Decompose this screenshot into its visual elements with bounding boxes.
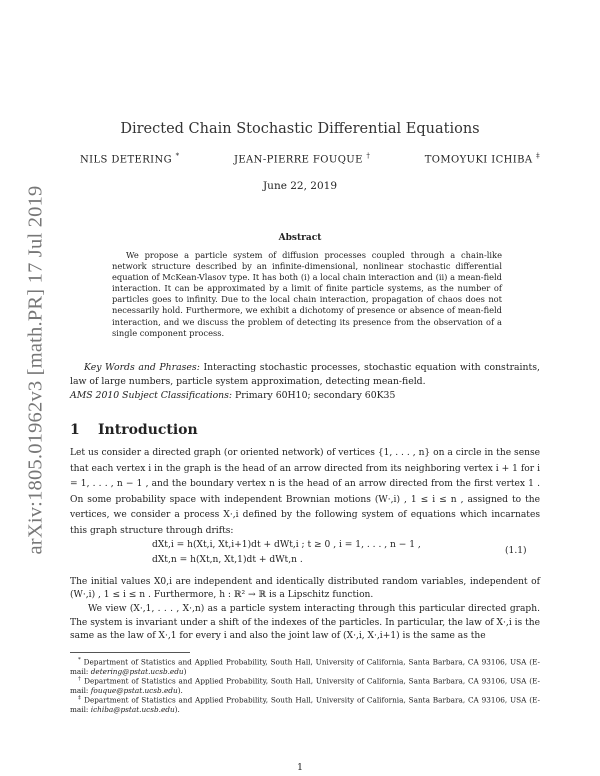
equation-block [152,538,421,568]
footnote-rule [70,652,190,653]
author-name: JEAN-PIERRE FOUQUE [233,154,363,166]
author-footnote-mark: ‡ [536,152,540,160]
author-footnote-mark: * [175,152,180,160]
page-number: 1 [296,762,304,773]
ams-classification [70,390,540,401]
author-name: NILS DETERING [80,154,173,166]
keywords [70,361,540,389]
section-number: 1 [70,422,80,438]
section-title: Introduction [98,422,198,438]
footnote-text: Department of Statistics and Applied Probability, South Hall, University of California, Santa Barbara, CA 93106, USA (E-mail: [70,676,541,696]
paper-date: June 22, 2019 [262,180,338,192]
abstract-text: We propose a particle system of diffusion processes coupled through a chain-like network structure described by an infinite-dimensional, nonlinear stochastic differential equation of McKean-Vlasov type. It has both (i) a local chain interaction and (ii) a mean-field interaction. It can be approximated by a limit of finite particle systems, as the number of particles goes to infinity. Due to the local chain interaction, propagation of chaos does not necessarily hold. Furthermore, we exhibit a dichotomy of presence or absence of mean-field interaction, and we discuss the problem of detecting its presence from the observation of a single component process. [112,250,502,338]
author [234,152,370,165]
body-paragraph: Let us consider a directed graph (or oriented network) of vertices {1, . . . , n} on a circle in the sense that each vertex i in the graph is the head of an arrow directed from its neighboring vertex i + 1 for i = 1, . . . , n − 1 , and the boundary vertex n is the head of an arrow directed from the first vertex 1 . On some probability space with independent Brownian motions (W·,i) , 1 ≤ i ≤ n , assigned to the vertices, we consider a process X·,i defined by the following system of equations which incarnates this graph structure through drifts: [70,448,540,536]
footnote-email: fouque@pstat.ucsb.edu [90,686,178,696]
footnote-text: Department of Statistics and Applied Probability, South Hall, University of California, Santa Barbara, CA 93106, USA (E-mail: [70,695,541,715]
body-paragraph: We view (X·,1, . . . , X·,n) as a particle system interacting through this particular directed graph. The system is invariant under a shift of the indexes of the particles. In particular, the law of X·,i is the same as the law of X·,1 for every i and also the joint law of (X·,i, X·,i+1) is the same as the [70,604,540,642]
footnote-close: ). [177,686,183,696]
footnote-mark: † [78,676,82,682]
footnote [70,694,540,715]
keywords-text: Interacting stochastic processes, stochastic equation with constraints, law of large numbers, particle system approximation, detecting mean-field. [70,362,540,387]
footnote [70,675,540,696]
footnote-text: Department of Statistics and Applied Probability, South Hall, University of California, Santa Barbara, CA 93106, USA (E-mail: [70,657,540,677]
footnote-close: ). [174,705,180,715]
equation-line: dXt,i = h(Xt,i, Xt,i+1)dt + dWt,i ; t ≥ 0 , i = 1, . . . , n − 1 , [152,540,421,550]
keywords-label: Key Words and Phrases: [84,362,200,373]
ams-label: AMS 2010 Subject Classifications: [70,390,233,401]
equation-number: (1.1) [505,546,527,556]
arxiv-identifier [6,160,66,580]
section-heading [70,422,198,438]
arxiv-identifier-text: arXiv:1805.01962v3 [math.PR] 17 Jul 2019 [24,185,47,555]
author-footnote-mark: † [366,152,371,160]
footnote-mark: ‡ [78,695,82,701]
author-name: TOMOYUKI ICHIBA [424,154,533,166]
footnote [70,656,540,677]
ams-text: Primary 60H10; secondary 60K35 [235,390,396,401]
abstract-heading: Abstract [278,233,322,243]
footnote-email: detering@pstat.ucsb.edu [90,667,184,677]
author-list [80,152,540,165]
equation-line: dXt,n = h(Xt,n, Xt,1)dt + dWt,n . [152,555,303,565]
author [80,152,180,165]
footnote-mark: * [78,657,81,663]
footnote-email: ichiba@pstat.ucsb.edu [90,705,175,715]
paper-title: Directed Chain Stochastic Differential Equations [120,121,480,137]
author [425,152,540,165]
body-paragraph: The initial values X0,i are independent and identically distributed random variables, independent of (W·,i) , 1 ≤ i ≤ n . Furthermore, h : ℝ² → ℝ is a Lipschitz function. [70,577,540,600]
footnote-close: ) [183,667,187,677]
